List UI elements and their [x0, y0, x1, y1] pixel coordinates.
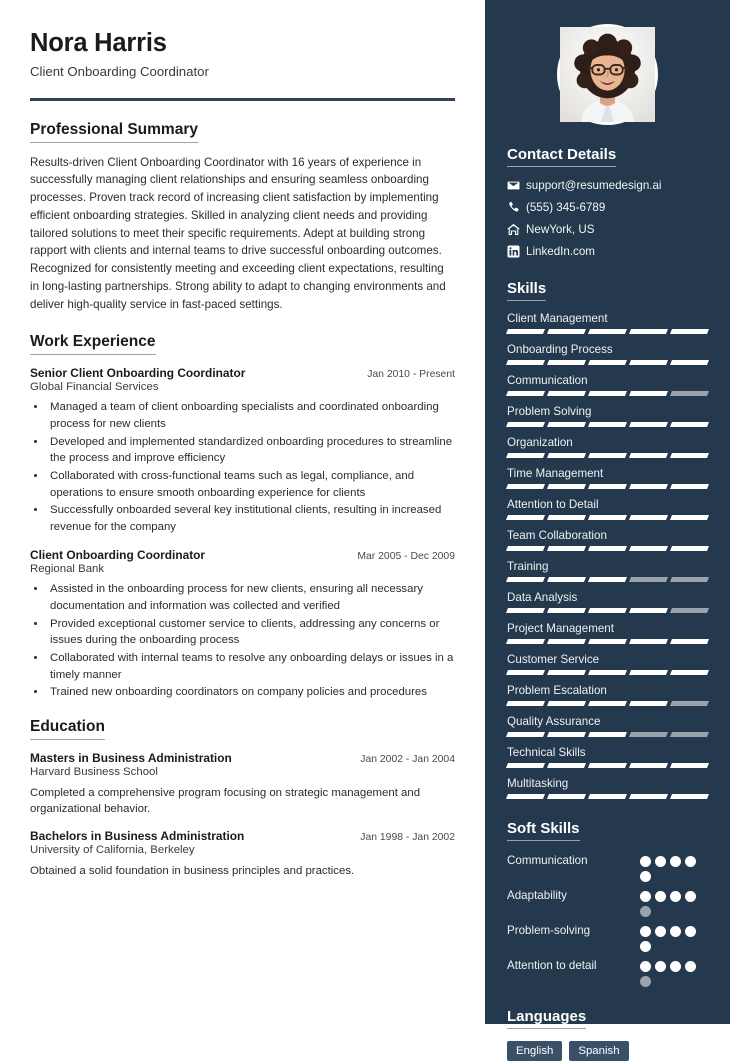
- education-date: Jan 2002 - Jan 2004: [360, 753, 455, 765]
- soft-skill-dot: [640, 856, 651, 867]
- soft-skill-dot: [640, 941, 651, 952]
- section-heading-contact: Contact Details: [507, 146, 616, 167]
- skill-segment: [506, 453, 545, 458]
- soft-skill-dot: [670, 961, 681, 972]
- soft-skill-dot: [685, 926, 696, 937]
- soft-skill-item: [507, 958, 708, 987]
- contact-row[interactable]: [507, 201, 708, 215]
- job-bullet: • Trained new onboarding coordinators on company policies and procedures: [47, 684, 455, 701]
- section-heading-languages: Languages: [507, 1008, 586, 1029]
- skill-segment: [506, 794, 545, 799]
- skill-segment: [547, 360, 586, 365]
- skill-label: Client Management: [507, 311, 608, 325]
- skill-rating-bar: [507, 484, 708, 489]
- skill-segment: [547, 453, 586, 458]
- skill-segment: [670, 484, 709, 489]
- envelope-icon: [507, 179, 526, 192]
- skill-segment: [629, 546, 668, 551]
- skill-segment: [629, 763, 668, 768]
- skill-label: Customer Service: [507, 652, 600, 666]
- soft-skill-dot: [670, 926, 681, 937]
- skill-segment: [670, 577, 709, 582]
- skill-segment: [588, 670, 627, 675]
- education-description: Completed a comprehensive program focusing on strategic management and organizational behavior.: [30, 786, 421, 816]
- soft-skill-rating: [640, 958, 708, 987]
- contact-row[interactable]: [507, 179, 708, 193]
- skill-segment: [506, 608, 545, 613]
- skill-segment: [670, 794, 709, 799]
- skill-segment: [629, 794, 668, 799]
- skill-label: Attention to Detail: [507, 497, 599, 511]
- skill-item: [507, 529, 708, 551]
- section-heading-soft-skills: Soft Skills: [507, 820, 580, 841]
- skill-rating-bar: [507, 670, 708, 675]
- education-header: [30, 829, 455, 843]
- skill-segment: [547, 422, 586, 427]
- soft-skill-rating: [640, 888, 708, 917]
- soft-skill-rating: [640, 853, 708, 882]
- skill-segment: [588, 577, 627, 582]
- skill-segment: [547, 577, 586, 582]
- skill-segment: [629, 453, 668, 458]
- section-heading-skills: Skills: [507, 280, 546, 301]
- skill-segment: [629, 639, 668, 644]
- soft-skill-dot: [640, 961, 651, 972]
- soft-skill-list: [507, 853, 708, 987]
- skill-segment: [629, 701, 668, 706]
- skill-segment: [506, 577, 545, 582]
- skill-segment: [588, 732, 627, 737]
- section-contact-details: [507, 146, 708, 259]
- skill-label: Quality Assurance: [507, 714, 601, 728]
- contact-list: [507, 179, 708, 259]
- soft-skill-dot: [655, 926, 666, 937]
- education-date: Jan 1998 - Jan 2002: [360, 832, 455, 844]
- candidate-headline: Client Onboarding Coordinator: [30, 64, 209, 80]
- skill-segment: [629, 670, 668, 675]
- skill-segment: [670, 701, 709, 706]
- soft-skill-dot: [640, 891, 651, 902]
- candidate-name: Nora Harris: [30, 29, 167, 57]
- skill-rating-bar: [507, 577, 708, 582]
- skill-segment: [547, 732, 586, 737]
- section-education: [30, 718, 455, 880]
- skill-item: [507, 746, 708, 768]
- skill-segment: [629, 422, 668, 427]
- education-entry: [30, 751, 455, 818]
- skill-label: Technical Skills: [507, 745, 586, 759]
- job-entry: [30, 548, 455, 700]
- contact-value: LinkedIn.com: [526, 244, 595, 258]
- page-title: [30, 28, 455, 80]
- skill-segment: [588, 639, 627, 644]
- section-soft-skills: [507, 820, 708, 987]
- skill-segment: [506, 391, 545, 396]
- job-bullet: • Collaborated with cross-functional teams such as legal, compliance, and operations to ensure smooth onboarding experience for clients: [47, 468, 455, 501]
- section-heading-education: Education: [30, 718, 105, 740]
- skill-label: Communication: [507, 373, 588, 387]
- skill-item: [507, 405, 708, 427]
- skill-segment: [547, 608, 586, 613]
- education-school: University of California, Berkeley: [30, 844, 195, 857]
- education-header: [30, 751, 455, 765]
- education-degree: Bachelors in Business Administration: [30, 829, 245, 844]
- skill-segment: [506, 763, 545, 768]
- skill-segment: [670, 546, 709, 551]
- job-organization: Global Financial Services: [30, 381, 159, 394]
- skill-segment: [547, 701, 586, 706]
- section-heading-work: Work Experience: [30, 333, 156, 355]
- skill-segment: [670, 329, 709, 334]
- skill-segment: [547, 794, 586, 799]
- skill-segment: [670, 670, 709, 675]
- skill-rating-bar: [507, 639, 708, 644]
- skill-segment: [588, 763, 627, 768]
- skill-segment: [547, 391, 586, 396]
- skill-segment: [506, 422, 545, 427]
- skill-segment: [670, 515, 709, 520]
- skill-segment: [506, 639, 545, 644]
- soft-skill-rating: [640, 923, 708, 952]
- skill-segment: [547, 639, 586, 644]
- language-chip: English: [507, 1041, 562, 1061]
- skill-rating-bar: [507, 546, 708, 551]
- contact-value: (555) 345-6789: [526, 200, 606, 214]
- skill-segment: [670, 453, 709, 458]
- skill-rating-bar: [507, 763, 708, 768]
- skill-segment: [547, 546, 586, 551]
- job-entry: [30, 366, 455, 535]
- contact-value: support@resumedesign.ai: [526, 179, 662, 192]
- skill-item: [507, 560, 708, 582]
- skill-label: Problem Solving: [507, 404, 592, 418]
- skill-segment: [588, 391, 627, 396]
- job-bullet: • Provided exceptional customer service to clients, addressing any concerns or issues during the onboarding process: [47, 616, 455, 649]
- summary-text: Results-driven Client Onboarding Coordinator with 16 years of experience in successfully managing client relationships and ensuring seamless onboarding processes. Proven track record of increasing client satisfaction by implementing efficient onboarding strategies. Skilled in analyzing client needs and providing tailored solutions to meet their specific requirements. Adept at building strong rapport with clients and internal teams to drive successful onboarding outcomes. Recognized for consistently meeting and exceeding client expectations, resulting in long-lasting partnerships. Strong ability to adapt to changing environments and deliver high-quality service in fast-paced settings.: [30, 155, 446, 311]
- skill-segment: [588, 360, 627, 365]
- skill-segment: [506, 484, 545, 489]
- skill-segment: [670, 732, 709, 737]
- skill-segment: [629, 515, 668, 520]
- skill-item: [507, 374, 708, 396]
- education-list: [30, 751, 455, 880]
- job-date: Jan 2010 - Present: [367, 369, 455, 381]
- soft-skill-item: [507, 853, 708, 882]
- job-header: [30, 366, 455, 380]
- skill-segment: [506, 360, 545, 365]
- soft-skill-item: [507, 888, 708, 917]
- soft-skill-label: Attention to detail: [507, 958, 597, 972]
- soft-skill-item: [507, 923, 708, 952]
- header-divider: [30, 98, 455, 101]
- soft-skill-dot: [685, 856, 696, 867]
- language-chip: Spanish: [569, 1041, 628, 1061]
- job-bullet-list: [47, 399, 455, 535]
- skill-segment: [629, 608, 668, 613]
- job-header: [30, 548, 455, 562]
- skill-segment: [547, 763, 586, 768]
- job-bullet: • Collaborated with internal teams to resolve any onboarding delays or issues in a timely manner: [47, 650, 455, 683]
- skill-label: Training: [507, 559, 549, 573]
- skill-segment: [629, 329, 668, 334]
- skill-segment: [670, 360, 709, 365]
- skill-item: [507, 436, 708, 458]
- skill-rating-bar: [507, 608, 708, 613]
- language-list: [507, 1041, 708, 1061]
- contact-row[interactable]: [507, 245, 708, 259]
- skill-item: [507, 777, 708, 799]
- section-professional-summary: [30, 121, 455, 314]
- section-skills: [507, 280, 708, 799]
- skill-rating-bar: [507, 794, 708, 799]
- skill-rating-bar: [507, 391, 708, 396]
- skill-segment: [506, 329, 545, 334]
- linkedin-icon: [507, 245, 526, 258]
- soft-skill-dot: [640, 926, 651, 937]
- skill-label: Team Collaboration: [507, 528, 607, 542]
- sidebar: [485, 0, 730, 1057]
- skill-segment: [506, 515, 545, 520]
- skill-segment: [588, 701, 627, 706]
- skill-segment: [588, 546, 627, 551]
- skill-segment: [670, 608, 709, 613]
- education-description: Obtained a solid foundation in business principles and practices.: [30, 865, 355, 878]
- section-languages: [507, 1008, 708, 1061]
- skill-segment: [547, 515, 586, 520]
- skill-label: Data Analysis: [507, 590, 578, 604]
- section-heading-summary: Professional Summary: [30, 121, 198, 143]
- skill-segment: [506, 670, 545, 675]
- skill-segment: [547, 329, 586, 334]
- skill-rating-bar: [507, 422, 708, 427]
- skill-list: [507, 312, 708, 799]
- job-bullet: • Assisted in the onboarding process for new clients, ensuring all necessary documentation and information was collected and verified: [47, 581, 455, 614]
- skill-segment: [588, 515, 627, 520]
- education-school: Harvard Business School: [30, 765, 158, 778]
- skill-segment: [547, 484, 586, 489]
- skill-segment: [506, 732, 545, 737]
- soft-skill-dot: [655, 856, 666, 867]
- skill-label: Onboarding Process: [507, 342, 613, 356]
- education-degree: Masters in Business Administration: [30, 750, 232, 765]
- job-organization: Regional Bank: [30, 563, 105, 576]
- soft-skill-label: Communication: [507, 853, 588, 867]
- job-bullet-list: [47, 581, 455, 700]
- skill-item: [507, 343, 708, 365]
- skill-item: [507, 591, 708, 613]
- skill-segment: [506, 546, 545, 551]
- job-title: Senior Client Onboarding Coordinator: [30, 366, 246, 381]
- soft-skill-dot: [655, 891, 666, 902]
- skill-segment: [506, 701, 545, 706]
- skill-segment: [547, 670, 586, 675]
- skill-item: [507, 498, 708, 520]
- soft-skill-dot: [670, 891, 681, 902]
- soft-skill-dot: [640, 976, 651, 987]
- skill-label: Multitasking: [507, 776, 569, 790]
- skill-label: Time Management: [507, 466, 604, 480]
- job-bullet: • Developed and implemented standardized onboarding procedures to streamline the process and improve efficiency: [47, 434, 455, 467]
- skill-label: Organization: [507, 435, 573, 449]
- education-entry: [30, 829, 455, 880]
- skill-label: Project Management: [507, 621, 614, 635]
- skill-segment: [588, 608, 627, 613]
- soft-skill-label: Adaptability: [507, 888, 567, 902]
- skill-item: [507, 684, 708, 706]
- contact-value: NewYork, US: [526, 222, 595, 236]
- skill-rating-bar: [507, 453, 708, 458]
- skill-segment: [588, 794, 627, 799]
- skill-segment: [629, 484, 668, 489]
- skill-rating-bar: [507, 701, 708, 706]
- skill-segment: [629, 577, 668, 582]
- skill-segment: [629, 732, 668, 737]
- skill-rating-bar: [507, 329, 708, 334]
- job-bullet: • Successfully onboarded several key institutional clients, resulting in increased revenue for the company: [47, 502, 455, 535]
- job-title: Client Onboarding Coordinator: [30, 548, 206, 563]
- home-icon: [507, 223, 526, 236]
- section-work-experience: [30, 333, 455, 701]
- skill-item: [507, 312, 708, 334]
- skill-segment: [670, 639, 709, 644]
- skill-rating-bar: [507, 360, 708, 365]
- soft-skill-dot: [640, 906, 651, 917]
- skill-segment: [670, 763, 709, 768]
- job-bullet: • Managed a team of client onboarding specialists and coordinated onboarding process for new clients: [47, 399, 455, 432]
- skill-segment: [588, 329, 627, 334]
- skill-segment: [629, 391, 668, 396]
- skill-segment: [629, 360, 668, 365]
- soft-skill-label: Problem-solving: [507, 923, 591, 937]
- skill-item: [507, 715, 708, 737]
- skill-label: Problem Escalation: [507, 683, 607, 697]
- skill-segment: [670, 391, 709, 396]
- job-date: Mar 2005 - Dec 2009: [357, 551, 455, 563]
- avatar: [557, 24, 658, 125]
- sidebar-content: [485, 146, 730, 1061]
- soft-skill-dot: [670, 856, 681, 867]
- skill-item: [507, 622, 708, 644]
- skill-segment: [670, 422, 709, 427]
- soft-skill-dot: [685, 961, 696, 972]
- skill-rating-bar: [507, 515, 708, 520]
- skill-rating-bar: [507, 732, 708, 737]
- skill-item: [507, 467, 708, 489]
- soft-skill-dot: [685, 891, 696, 902]
- phone-icon: [507, 201, 526, 214]
- skill-segment: [588, 484, 627, 489]
- contact-row[interactable]: [507, 223, 708, 237]
- skill-item: [507, 653, 708, 675]
- soft-skill-dot: [655, 961, 666, 972]
- skill-segment: [588, 422, 627, 427]
- job-list: [30, 366, 455, 701]
- soft-skill-dot: [640, 871, 651, 882]
- skill-segment: [588, 453, 627, 458]
- avatar-wrap: [485, 0, 730, 125]
